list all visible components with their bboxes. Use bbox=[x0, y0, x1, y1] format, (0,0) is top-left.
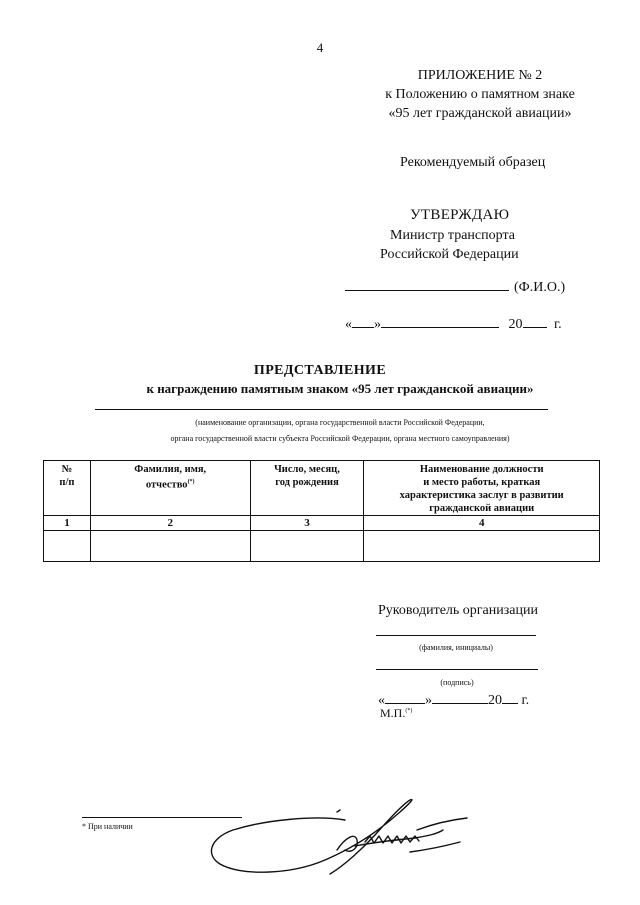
approval-month-blank bbox=[381, 314, 499, 328]
name-hint: (фамилия, инициалы) bbox=[419, 643, 493, 652]
header-number bbox=[44, 461, 91, 516]
approval-year-prefix: 20 bbox=[508, 317, 523, 332]
column-number-3: 3 bbox=[250, 516, 364, 531]
handwritten-signature bbox=[205, 790, 480, 890]
signature-hint: (подпись) bbox=[440, 678, 474, 687]
approval-line-2: Российской Федерации bbox=[380, 247, 519, 262]
head-of-organization-label: Руководитель организации bbox=[378, 603, 538, 618]
table-row bbox=[44, 531, 600, 562]
nominee-table bbox=[43, 460, 600, 562]
stamp-footnote-mark: (*) bbox=[405, 708, 413, 714]
page-number: 4 bbox=[316, 40, 324, 55]
bottom-day-blank bbox=[385, 690, 425, 704]
approval-date-open: « bbox=[345, 317, 352, 332]
organization-note-line-1: (наименование организации, органа государственной власти Российской Федерации, bbox=[195, 418, 485, 427]
signature-line bbox=[376, 669, 538, 670]
appendix-line-1: к Положению о памятном знаке bbox=[385, 87, 575, 102]
approval-day-blank bbox=[352, 314, 374, 328]
approval-signature-line bbox=[345, 276, 565, 296]
approval-year-suffix: г. bbox=[554, 317, 562, 332]
table-cell bbox=[250, 531, 364, 562]
approval-line-1: Министр транспорта bbox=[390, 228, 515, 243]
stamp-label bbox=[380, 706, 412, 721]
header-full-name bbox=[90, 461, 250, 516]
header-birth-line-1: Число, месяц, bbox=[274, 464, 340, 475]
footnote-text: * При наличии bbox=[82, 822, 133, 831]
bottom-year-suffix: г. bbox=[521, 693, 530, 708]
approval-date-line bbox=[345, 314, 562, 333]
header-name-text: отчество bbox=[145, 479, 188, 491]
appendix-header bbox=[360, 66, 600, 123]
name-line bbox=[376, 635, 536, 636]
column-number-1: 1 bbox=[44, 516, 91, 531]
bottom-date-close: » bbox=[425, 693, 432, 708]
header-name-footnote-mark: (*) bbox=[187, 479, 195, 485]
header-position-line-3: характеристика заслуг в развитии bbox=[399, 490, 564, 501]
header-number-line-2: п/п bbox=[59, 477, 75, 488]
organization-note-line-2: органа государственной власти субъекта Российской Федерации, органа местного самоуправления) bbox=[170, 434, 510, 443]
document-title: ПРЕДСТАВЛЕНИЕ bbox=[253, 363, 387, 378]
appendix-title: ПРИЛОЖЕНИЕ № 2 bbox=[417, 68, 543, 83]
appendix-line-2: «95 лет гражданской авиации» bbox=[388, 106, 572, 121]
bottom-year-blank bbox=[502, 690, 518, 704]
header-position-line-4: гражданской авиации bbox=[429, 503, 535, 514]
header-number-line-1: № bbox=[61, 464, 73, 475]
header-name-line-2 bbox=[91, 476, 250, 492]
bottom-date-open: « bbox=[378, 693, 385, 708]
approval-date-close: » bbox=[374, 317, 381, 332]
bottom-month-blank bbox=[432, 690, 488, 704]
document-subtitle: к награждению памятным знаком «95 лет гражданской авиации» bbox=[146, 381, 534, 396]
bottom-year-prefix: 20 bbox=[488, 693, 502, 708]
approval-fio-blank bbox=[345, 276, 509, 291]
column-number-2: 2 bbox=[90, 516, 250, 531]
header-position-line-2: и место работы, краткая bbox=[423, 477, 541, 488]
column-number-4: 4 bbox=[364, 516, 600, 531]
approval-title: УТВЕРЖДАЮ bbox=[410, 207, 510, 223]
header-position-line-1: Наименование должности bbox=[419, 464, 544, 475]
header-birth-line-2: год рождения bbox=[275, 477, 339, 488]
header-position-merits bbox=[364, 461, 600, 516]
approval-fio-label: (Ф.И.О.) bbox=[514, 280, 566, 295]
table-cell bbox=[44, 531, 91, 562]
organization-name-line bbox=[95, 409, 548, 410]
table-number-row bbox=[44, 516, 600, 531]
approval-year-blank bbox=[523, 314, 547, 328]
stamp-text: М.П. bbox=[380, 706, 406, 720]
table-cell bbox=[90, 531, 250, 562]
approval-position bbox=[380, 226, 519, 264]
header-name-line-1: Фамилия, имя, bbox=[134, 464, 207, 475]
header-birth-date bbox=[250, 461, 364, 516]
table-header-row bbox=[44, 461, 600, 516]
table-cell bbox=[364, 531, 600, 562]
sample-label: Рекомендуемый образец bbox=[400, 155, 546, 170]
